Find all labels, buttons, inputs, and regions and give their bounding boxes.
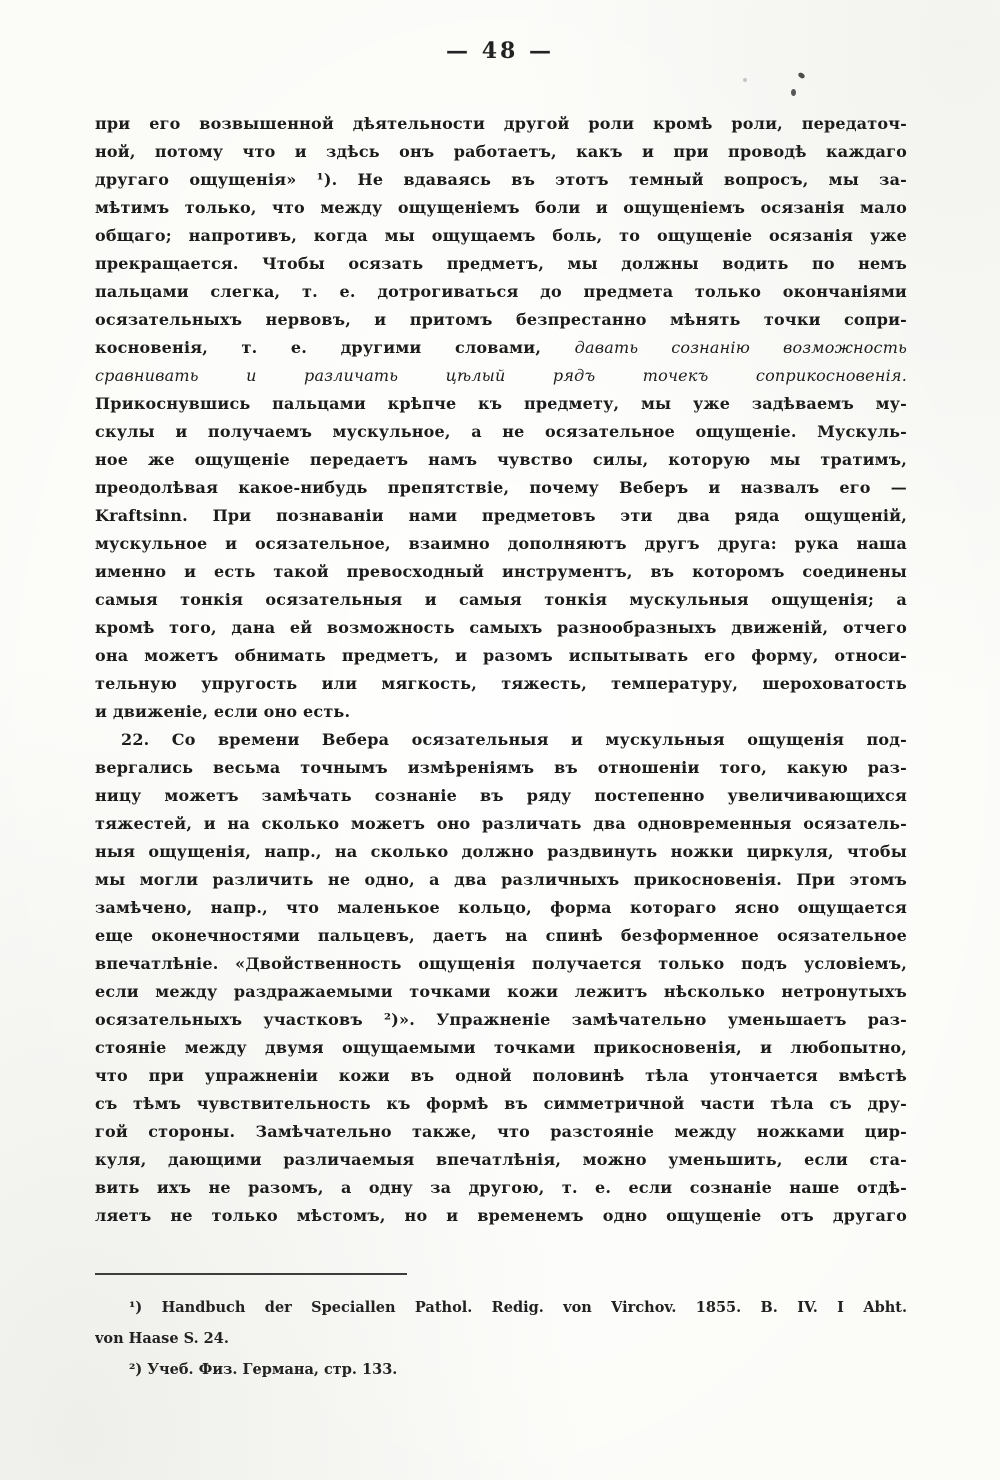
text-line: [95, 642, 907, 670]
footnotes: [95, 1292, 907, 1385]
text-segment: общаго; напротивъ, когда мы ощущаемъ боль, то ощущеніе осязанія уже: [95, 226, 907, 245]
text-line: [95, 530, 907, 558]
text-line: [95, 390, 907, 418]
text-segment: самыя тонкія осязательныя и самыя тонкія мускульныя ощущенія; а: [95, 590, 907, 609]
body-text: [95, 110, 907, 1230]
text-line: [95, 810, 907, 838]
text-line: [95, 110, 907, 138]
text-segment: при его возвышенной дѣятельности другой роли кромѣ роли, передаточ-: [95, 114, 907, 133]
text-segment: 22. Со времени Вебера осязательныя и мускульныя ощущенія под-: [121, 730, 907, 749]
ink-speck: [791, 89, 796, 96]
text-line: [95, 950, 907, 978]
text-segment: другаго ощущенія» ¹). Не вдаваясь въ этотъ темный вопросъ, мы за-: [95, 170, 907, 189]
ink-speck: [797, 71, 806, 79]
text-segment: мѣтимъ только, что между ощущеніемъ боли и ощущеніемъ осязанія мало: [95, 198, 907, 217]
text-segment: если между раздражаемыми точками кожи лежитъ нѣсколько нетронутыхъ: [95, 982, 907, 1001]
text-segment: ныя ощущенія, напр., на сколько должно раздвинуть ножки циркуля, чтобы: [95, 842, 907, 861]
text-line: [95, 502, 907, 530]
text-line: [95, 418, 907, 446]
text-line: [95, 334, 907, 362]
text-segment: ляетъ не только мѣстомъ, но и временемъ одно ощущеніе отъ другаго: [95, 1206, 907, 1225]
text-segment: замѣчено, напр., что маленькое кольцо, форма котораго ясно ощущается: [95, 898, 907, 917]
text-line: [95, 278, 907, 306]
text-segment: гой стороны. Замѣчательно также, что разстояніе между ножками цир-: [95, 1122, 907, 1141]
text-segment: вить ихъ не разомъ, а одну за другою, т. е. если сознаніе наше отдѣ-: [95, 1178, 907, 1197]
text-line: [95, 166, 907, 194]
text-segment: косновенія, т. е. другими словами,: [95, 338, 575, 357]
text-segment: преодолѣвая какое-нибудь препятствіе, почему Веберъ и назвалъ его —: [95, 478, 907, 497]
text-line: [95, 474, 907, 502]
text-line: [95, 670, 907, 698]
text-segment: скулы и получаемъ мускульное, а не осязательное ощущеніе. Мускуль-: [95, 422, 907, 441]
text-line: [95, 362, 907, 390]
text-line: [95, 614, 907, 642]
italic-text-segment: сравнивать и различать цѣлый рядъ точекъ соприкосновенія.: [95, 366, 907, 385]
text-segment: Kraftsinn. При познаваніи нами предметовъ эти два ряда ощущеній,: [95, 506, 907, 525]
text-line: [95, 894, 907, 922]
text-segment: куля, дающими различаемыя впечатлѣнія, можно уменьшить, если ста-: [95, 1150, 907, 1169]
text-line: [95, 1062, 907, 1090]
text-segment: вергались весьма точнымъ измѣреніямъ въ отношеніи того, какую раз-: [95, 758, 907, 777]
text-line: [95, 1006, 907, 1034]
text-segment: тяжестей, и на сколько можетъ оно различать два одновременныя осязатель-: [95, 814, 907, 833]
text-line: [95, 922, 907, 950]
text-line: [95, 1090, 907, 1118]
footnote-separator: [95, 1273, 407, 1275]
text-segment: ной, потому что и здѣсь онъ работаетъ, какъ и при проводѣ каждаго: [95, 142, 907, 161]
footnote-line: ¹) Handbuch der Speciallen Pathol. Redig. von Virchov. 1855. B. IV. I Abht.: [129, 1299, 907, 1316]
text-line: [95, 838, 907, 866]
text-line: [95, 1118, 907, 1146]
text-segment: мы могли различить не одно, а два различныхъ прикосновенія. При этомъ: [95, 870, 907, 889]
text-line: [95, 698, 907, 726]
text-segment: мускульное и осязательное, взаимно дополняютъ другъ друга: рука наша: [95, 534, 907, 553]
text-line: [95, 1174, 907, 1202]
text-segment: съ тѣмъ чувствительность къ формѣ въ симметричной части тѣла съ дру-: [95, 1094, 907, 1113]
text-segment: ницу можетъ замѣчать сознаніе въ ряду постепенно увеличивающихся: [95, 786, 907, 805]
text-segment: Прикоснувшись пальцами крѣпче къ предмету, мы уже задѣваемъ му-: [95, 394, 907, 413]
text-line: [95, 866, 907, 894]
text-segment: еще оконечностями пальцевъ, даетъ на спинѣ безформенное осязательное: [95, 926, 907, 945]
text-segment: что при упражненіи кожи въ одной половинѣ тѣла утончается вмѣстѣ: [95, 1066, 907, 1085]
text-segment: и движеніе, если оно есть.: [95, 702, 351, 721]
text-line: [95, 250, 907, 278]
text-line: [95, 194, 907, 222]
text-segment: осязательныхъ участковъ ²)». Упражненіе замѣчательно уменьшаетъ раз-: [95, 1010, 907, 1029]
text-line: [95, 1202, 907, 1230]
text-line: [95, 586, 907, 614]
text-segment: стояніе между двумя ощущаемыми точками прикосновенія, и любопытно,: [95, 1038, 907, 1057]
text-line: [95, 978, 907, 1006]
text-line: [95, 782, 907, 810]
text-line: [95, 222, 907, 250]
text-line: [95, 1034, 907, 1062]
ink-speck: [743, 78, 747, 82]
page-number: — 48 —: [446, 38, 554, 64]
text-line: [95, 726, 907, 754]
text-line: [95, 446, 907, 474]
text-line: [95, 558, 907, 586]
text-line: [95, 1146, 907, 1174]
text-segment: осязательныхъ нервовъ, и притомъ безпрестанно мѣнять точки сопри-: [95, 310, 907, 329]
text-segment: прекращается. Чтобы осязать предметъ, мы должны водить по немъ: [95, 254, 907, 273]
italic-text-segment: давать сознанію возможность: [574, 338, 907, 357]
text-segment: тельную упругость или мягкость, тяжесть, температуру, шероховатость: [95, 674, 907, 693]
text-line: [95, 754, 907, 782]
text-segment: она можетъ обнимать предметъ, и разомъ испытывать его форму, относи-: [95, 646, 907, 665]
text-line: [95, 138, 907, 166]
text-segment: именно и есть такой превосходный инструментъ, въ которомъ соединены: [95, 562, 907, 581]
text-line: [95, 306, 907, 334]
footnote-line: von Haase S. 24.: [95, 1330, 229, 1347]
text-segment: ное же ощущеніе передаетъ намъ чувство силы, которую мы тратимъ,: [95, 450, 907, 469]
text-segment: пальцами слегка, т. е. дотрогиваться до предмета только окончаніями: [95, 282, 907, 301]
footnote-line: ²) Учеб. Физ. Германа, стр. 133.: [129, 1361, 398, 1378]
text-segment: кромѣ того, дана ей возможность самыхъ разнообразныхъ движеній, отчего: [95, 618, 907, 637]
text-segment: впечатлѣніе. «Двойственность ощущенія получается только подъ условіемъ,: [95, 954, 907, 973]
